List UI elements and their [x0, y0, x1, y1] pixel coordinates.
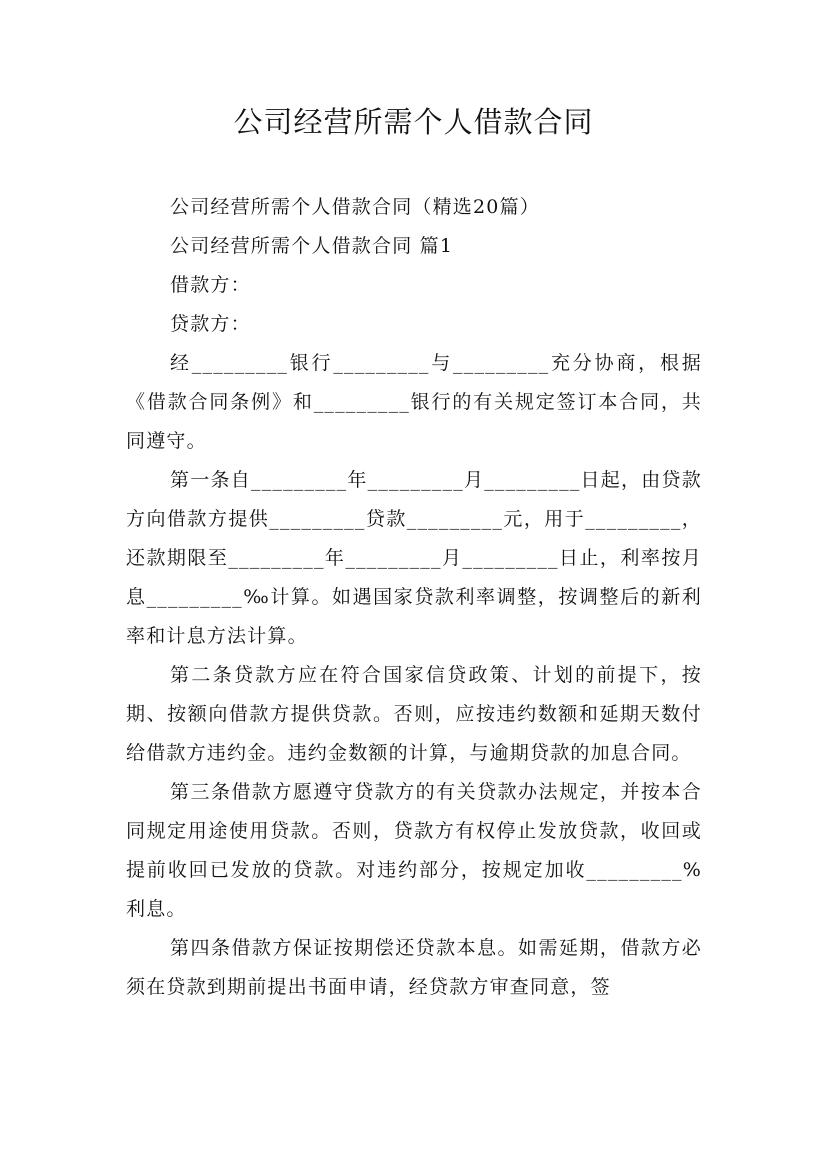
document-title: 公司经营所需个人借款合同 [233, 105, 594, 139]
document-body [126, 188, 702, 1007]
paragraph-preamble: 经_________银行_________与_________充分协商，根据《借款合同条例》和_________银行的有关规定签订本合同，共同遵守。 [126, 352, 702, 452]
paragraph-article-3: 第三条借款方愿遵守贷款方的有关贷款办法规定，并按本合同规定用途使用贷款。否则，贷款方有权停止发放贷款，收回或提前收回已发放的贷款。对违约部分，按规定加收_________%利息。 [126, 781, 702, 920]
paragraph-section-heading: 公司经营所需个人借款合同 篇1 [170, 235, 454, 257]
paragraph-article-1: 第一条自_________年_________月_________日起，由贷款方向借款方提供_________贷款_________元，用于_________，还款期限至_________年_________月_________日止，利率按月息_________‰计算。如遇国家贷款利率调整，按调整后的新利率和计息方法计算。 [126, 469, 702, 647]
paragraph-borrower: 借款方： [170, 274, 251, 296]
paragraph-lender: 贷款方： [170, 313, 251, 335]
paragraph-subtitle: 公司经营所需个人借款合同（精选20篇） [170, 196, 540, 218]
paragraph-article-2: 第二条贷款方应在符合国家信贷政策、计划的前提下，按期、按额向借款方提供贷款。否则，应按违约数额和延期天数付给借款方违约金。违约金数额的计算，与逾期贷款的加息合同。 [126, 664, 702, 764]
paragraph-article-4: 第四条借款方保证按期偿还贷款本息。如需延期，借款方必须在贷款到期前提出书面申请，经贷款方审查同意，签 [126, 937, 702, 998]
